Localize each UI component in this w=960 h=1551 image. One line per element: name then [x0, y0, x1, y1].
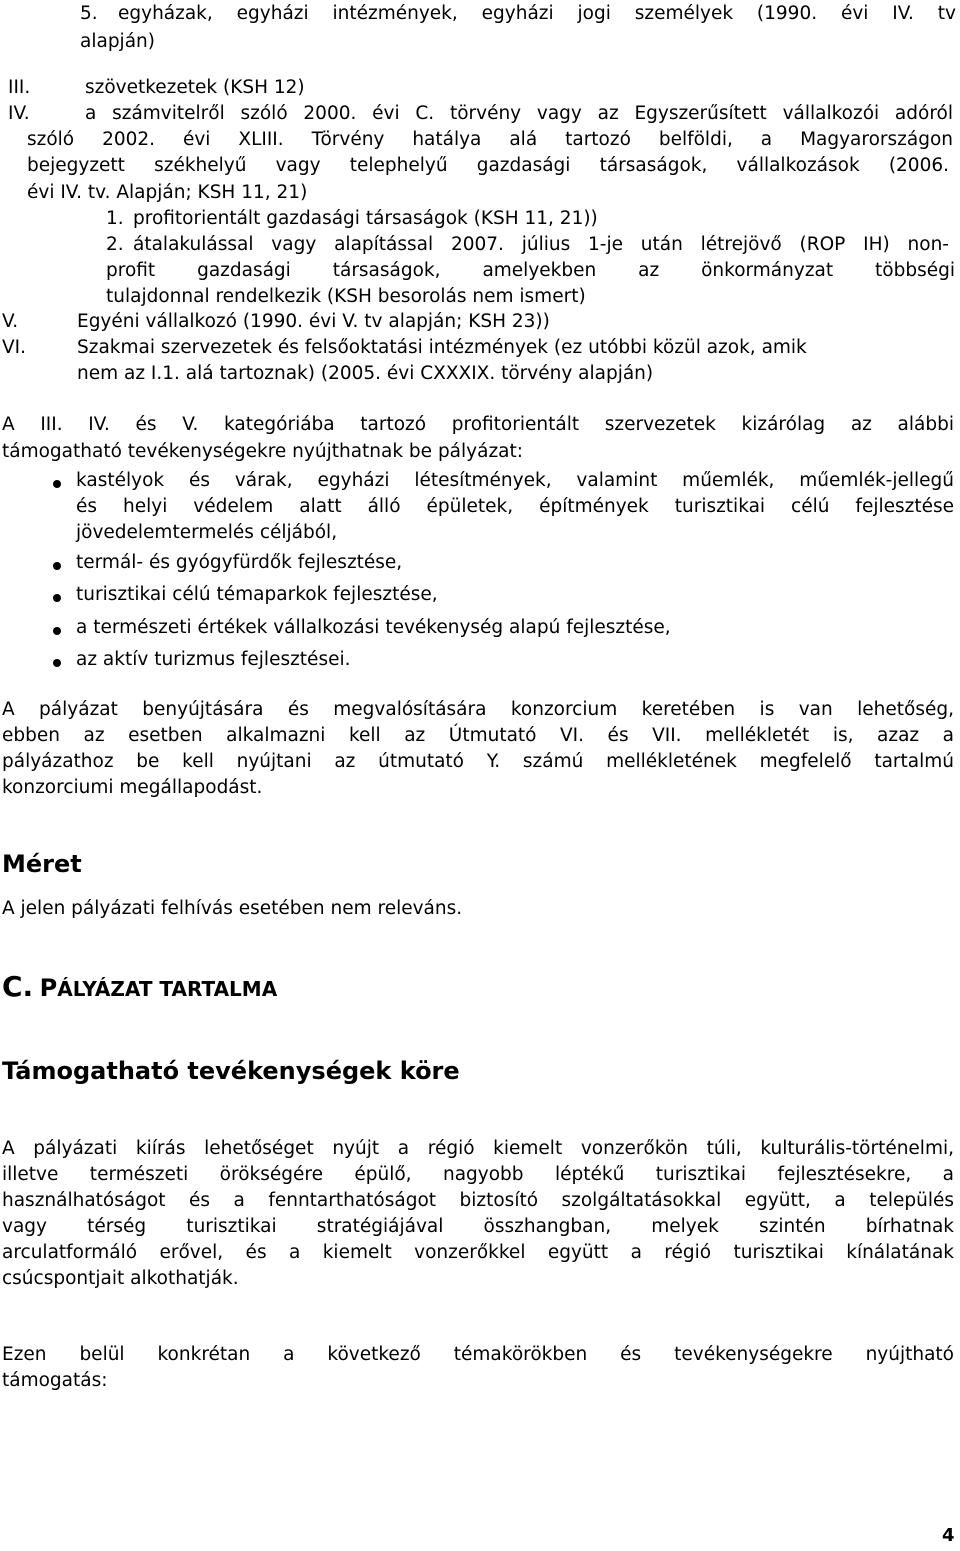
bullet-5: az aktív turizmus fejlesztései. [76, 649, 351, 670]
list-item-5-num: 5. [80, 3, 98, 24]
list-item-V-text: Egyéni vállalkozó (1990. évi V. tv alapján; KSH 23)) [77, 311, 550, 332]
sublist-item-2-line2: profit gazdasági társaságok, amelyekben az önkormányzat többségi [106, 260, 955, 281]
size-heading: Méret [2, 850, 82, 878]
list-item-IV-line3: bejegyzett székhelyű vagy telephelyű gazdasági társaságok, vállalkozások (2006. [27, 155, 949, 176]
bullet-icon [53, 480, 61, 488]
size-text: A jelen pályázati felhívás esetében nem releváns. [2, 898, 463, 919]
sublist-item-2-num: 2. [106, 234, 124, 255]
bullet-3: turisztikai célú témaparkok fejlesztése, [76, 584, 438, 605]
sublist-item-1-text: profitorientált gazdasági társaságok (KSH 11, 21)) [133, 208, 598, 229]
sublist-item-1-num: 1. [106, 208, 124, 229]
activities-para1-line6: csúcspontjait alkothatják. [2, 1268, 239, 1289]
list-item-VI-line1: Szakmai szervezetek és felsőoktatási intézmények (ez utóbbi közül azok, amik [77, 337, 807, 358]
list-item-IV-line1: a számvitelről szóló 2000. évi C. törvény vagy az Egyszerűsített vállalkozói adóról [85, 103, 953, 124]
bullet-icon [53, 562, 61, 570]
consortium-line1: A pályázat benyújtására és megvalósítására konzorcium keretében is van lehetőség, [2, 699, 954, 720]
bullet-2: termál- és gyógyfürdők fejlesztése, [76, 552, 403, 573]
page-number: 4 [942, 1525, 955, 1546]
activities-para1-line4: vagy térség turisztikai stratégiájával összhangban, melyek szintén bírhatnak [2, 1216, 954, 1237]
activities-para1-line5: arculatformáló erővel, és a kiemelt vonzerőkkel együtt a régió turisztikai kínálatának [2, 1242, 954, 1263]
list-item-5-line2: alapján) [80, 31, 155, 52]
list-item-IV-line4: évi IV. tv. Alapján; KSH 11, 21) [27, 182, 308, 203]
activities-para2-line2: támogatás: [2, 1370, 108, 1391]
bullet-icon [53, 659, 61, 667]
bullet-4: a természeti értékek vállalkozási tevékenység alapú fejlesztése, [76, 617, 671, 638]
sublist-item-2-line3: tulajdonnal rendelkezik (KSH besorolás nem ismert) [106, 286, 586, 307]
activities-para1-line1: A pályázati kiírás lehetőséget nyújt a régió kiemelt vonzerőkön túli, kulturális-történelmi, [2, 1138, 954, 1159]
bullet-1-line1: kastélyok és várak, egyházi létesítmények, valamint műemlék, műemlék-jellegű [76, 470, 954, 491]
list-item-VI-line2: nem az I.1. alá tartoznak) (2005. évi CXXXIX. törvény alapján) [77, 363, 654, 384]
activities-heading: Támogatható tevékenységek köre [2, 1057, 460, 1085]
bullet-icon [53, 594, 61, 602]
consortium-line3: pályázathoz be kell nyújtani az útmutató Y. számú mellékletének megfelelő tartalmú [2, 751, 954, 772]
intro-line1: A III. IV. és V. kategóriába tartozó profitorientált szervezetek kizárólag az alábbi [2, 414, 954, 435]
list-item-IV-line2: szóló 2002. évi XLIII. Törvény hatálya alá tartozó belföldi, a Magyarországon [27, 129, 953, 150]
bullet-1-line3: jövedelemtermelés céljából, [76, 522, 338, 543]
section-c-heading: C. PÁLYÁZAT TARTALMA [2, 970, 278, 1003]
list-item-III-num: III. [8, 77, 31, 98]
bullet-1-line2: és helyi védelem alatt álló épületek, építmények turisztikai célú fejlesztése [76, 496, 954, 517]
sublist-item-2-line1: átalakulással vagy alapítással 2007. július 1-je után létrejövő (ROP IH) non- [133, 234, 949, 255]
bullet-icon [53, 627, 61, 635]
list-item-5-line1: egyházak, egyházi intézmények, egyházi jogi személyek (1990. évi IV. tv [118, 3, 956, 24]
consortium-line4: konzorciumi megállapodást. [2, 777, 263, 798]
activities-para1-line3: használhatóságot és a fenntarthatóságot biztosító szolgáltatásokkal együtt, a település [2, 1190, 954, 1211]
list-item-III-text: szövetkezetek (KSH 12) [85, 77, 305, 98]
intro-line2: támogatható tevékenységekre nyújthatnak be pályázat: [2, 441, 523, 462]
list-item-V-num: V. [2, 311, 19, 332]
list-item-IV-num: IV. [8, 103, 30, 124]
activities-para1-line2: illetve természeti örökségére épülő, nagyobb léptékű turisztikai fejlesztésekre, a [2, 1164, 954, 1185]
list-item-VI-num: VI. [2, 337, 26, 358]
consortium-line2: ebben az esetben alkalmazni kell az Útmutató VI. és VII. mellékletét is, azaz a [2, 725, 954, 746]
activities-para2-line1: Ezen belül konkrétan a következő témakörökben és tevékenységekre nyújtható [2, 1344, 954, 1365]
